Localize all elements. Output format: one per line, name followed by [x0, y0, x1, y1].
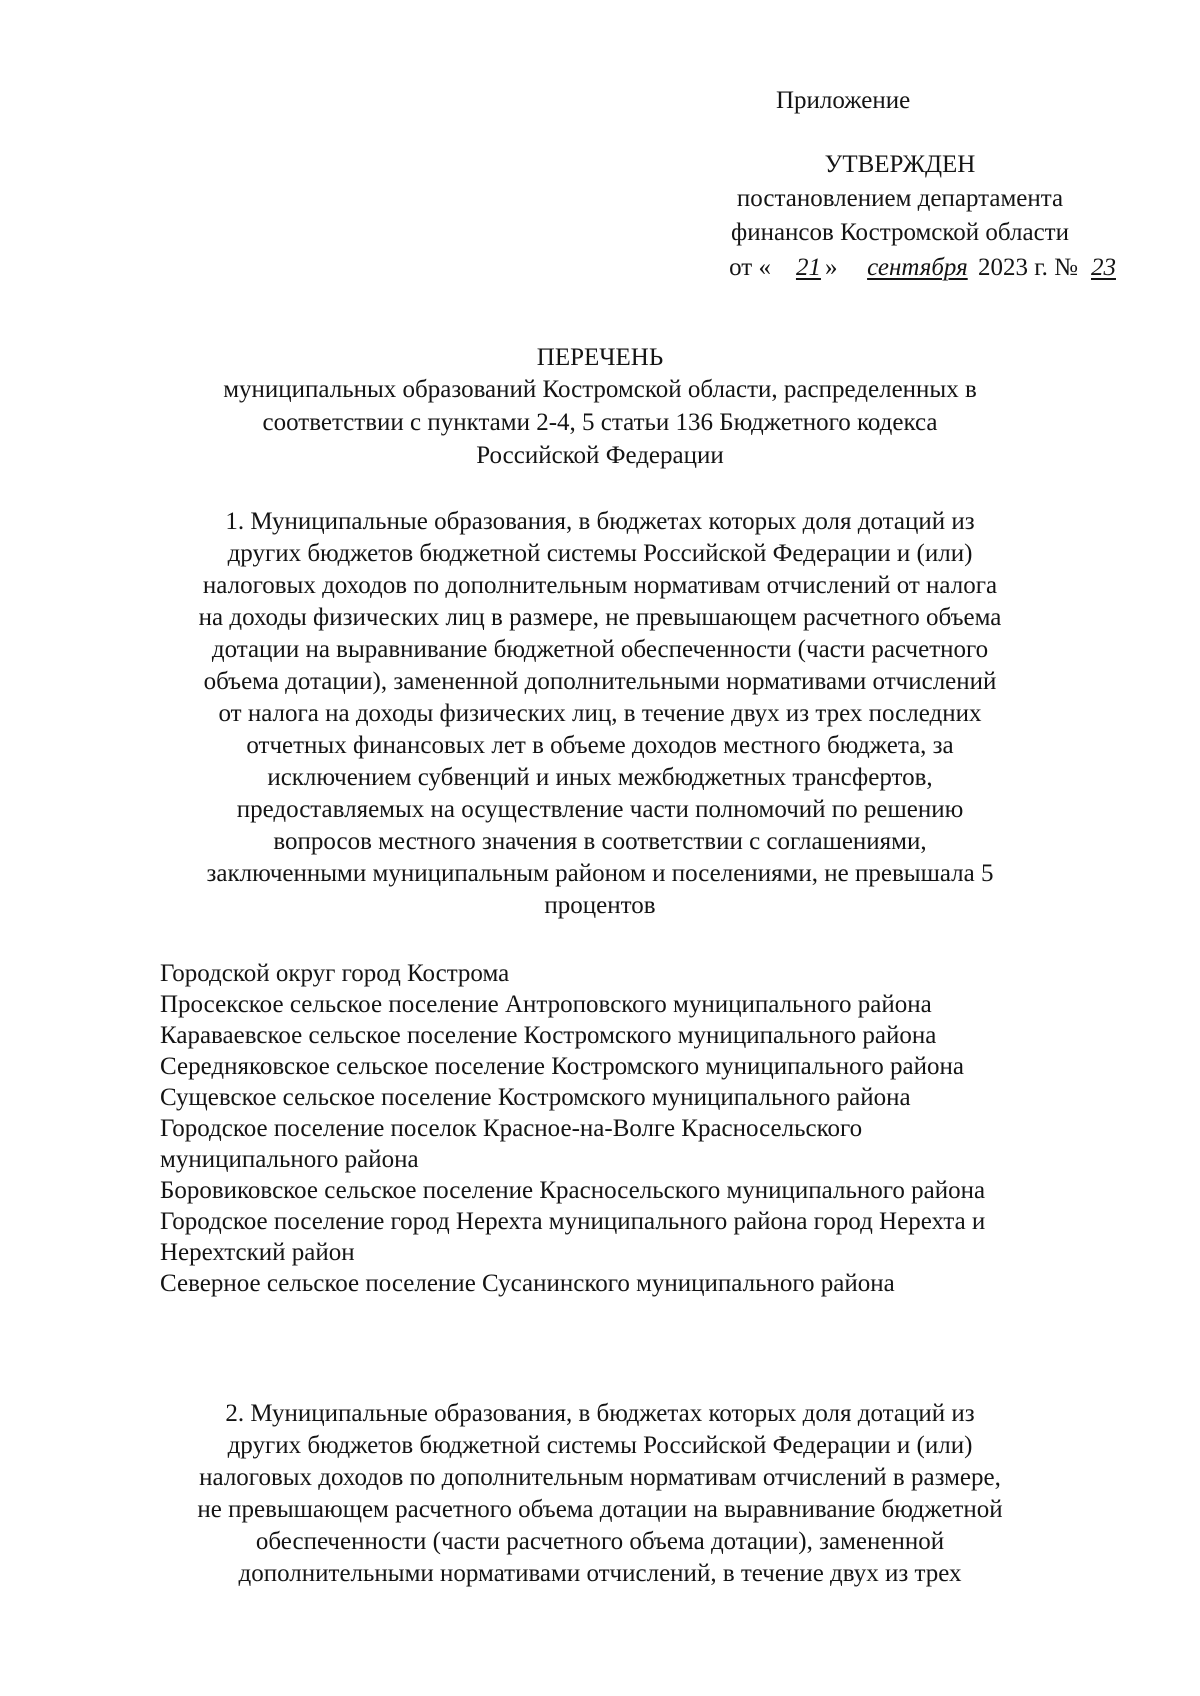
section-1-line: от налога на доходы физических лиц, в течение двух из трех последних	[218, 700, 982, 727]
section-1-line: вопросов местного значения в соответствии с соглашениями,	[273, 828, 927, 855]
section-1-line: 1. Муниципальные образования, в бюджетах которых доля дотаций из	[225, 508, 975, 535]
list-item: Сущевское сельское поселение Костромского муниципального района	[160, 1084, 911, 1111]
document-subtitle-3: Российской Федерации	[476, 442, 724, 469]
document-subtitle-1: муниципальных образований Костромской области, распределенных в	[223, 376, 977, 403]
date-year-number: 2023 г. №	[977, 254, 1078, 281]
date-prefix: от «	[729, 254, 771, 281]
section-1-line: налоговых доходов по дополнительным нормативам отчислений от налога	[202, 572, 998, 599]
list-item: Городское поселение город Нерехта муниципального района город Нерехта и Нерехтский район	[160, 1208, 986, 1266]
section-1-line: дотации на выравнивание бюджетной обеспеченности (части расчетного	[211, 636, 989, 663]
section-2-line: 2. Муниципальные образования, в бюджетах которых доля дотаций из	[225, 1400, 975, 1427]
date-month-handwritten: сентября	[867, 254, 968, 281]
section-2-line: дополнительными нормативами отчислений, в течение двух из трех	[238, 1560, 962, 1587]
document-title: ПЕРЕЧЕНЬ	[536, 344, 664, 371]
section-1-line: объема дотации), замененной дополнительными нормативами отчислений	[203, 668, 997, 695]
decree-date-line	[600, 253, 1120, 283]
decree-line-1: постановлением департамента	[736, 185, 1064, 212]
section-2-line: обеспеченности (части расчетного объема дотации), замененной	[255, 1528, 945, 1555]
section-1-line: исключением субвенций и иных межбюджетных трансфертов,	[267, 764, 933, 791]
list-item: Середняковское сельское поселение Костромского муниципального района	[160, 1053, 964, 1080]
section-1-line: предоставляемых на осуществление части полномочий по решению	[236, 796, 964, 823]
list-item: Городской округ город Кострома	[160, 960, 510, 987]
list-item: Просекское сельское поселение Антроповского муниципального района	[160, 991, 932, 1018]
decree-number-handwritten: 23	[1091, 254, 1116, 281]
section-1-line: отчетных финансовых лет в объеме доходов местного бюджета, за	[246, 732, 954, 759]
appendix-label: Приложение	[776, 87, 911, 114]
list-item: Караваевское сельское поселение Костромского муниципального района	[160, 1022, 937, 1049]
section-2-line: других бюджетов бюджетной системы Российской Федерации и (или)	[227, 1432, 973, 1459]
list-item: Северное сельское поселение Сусанинского муниципального района	[160, 1270, 895, 1297]
section-1-line: процентов	[544, 892, 656, 919]
decree-line-2: финансов Костромской области	[731, 219, 1069, 246]
section-1-line: на доходы физических лиц в размере, не превышающем расчетного объема	[198, 604, 1002, 631]
approved-label: УТВЕРЖДЕН	[824, 151, 976, 178]
date-day-handwritten: 21	[795, 254, 821, 281]
date-mid: »	[824, 254, 838, 281]
section-1-line: заключенными муниципальным районом и поселениями, не превышала 5	[206, 860, 994, 887]
section-1-line: других бюджетов бюджетной системы Российской Федерации и (или)	[227, 540, 973, 567]
municipality-list-1	[160, 958, 1060, 1299]
list-item: Боровиковское сельское поселение Красносельского муниципального района	[160, 1177, 986, 1204]
document-subtitle-2: соответствии с пунктами 2-4, 5 статьи 136 Бюджетного кодекса	[262, 409, 938, 436]
section-2-line: не превышающем расчетного объема дотации на выравнивание бюджетной	[197, 1496, 1003, 1523]
section-2-line: налоговых доходов по дополнительным нормативам отчислений в размере,	[199, 1464, 1001, 1491]
list-item: Городское поселение поселок Красное-на-Волге Красносельского муниципального района	[160, 1115, 863, 1173]
